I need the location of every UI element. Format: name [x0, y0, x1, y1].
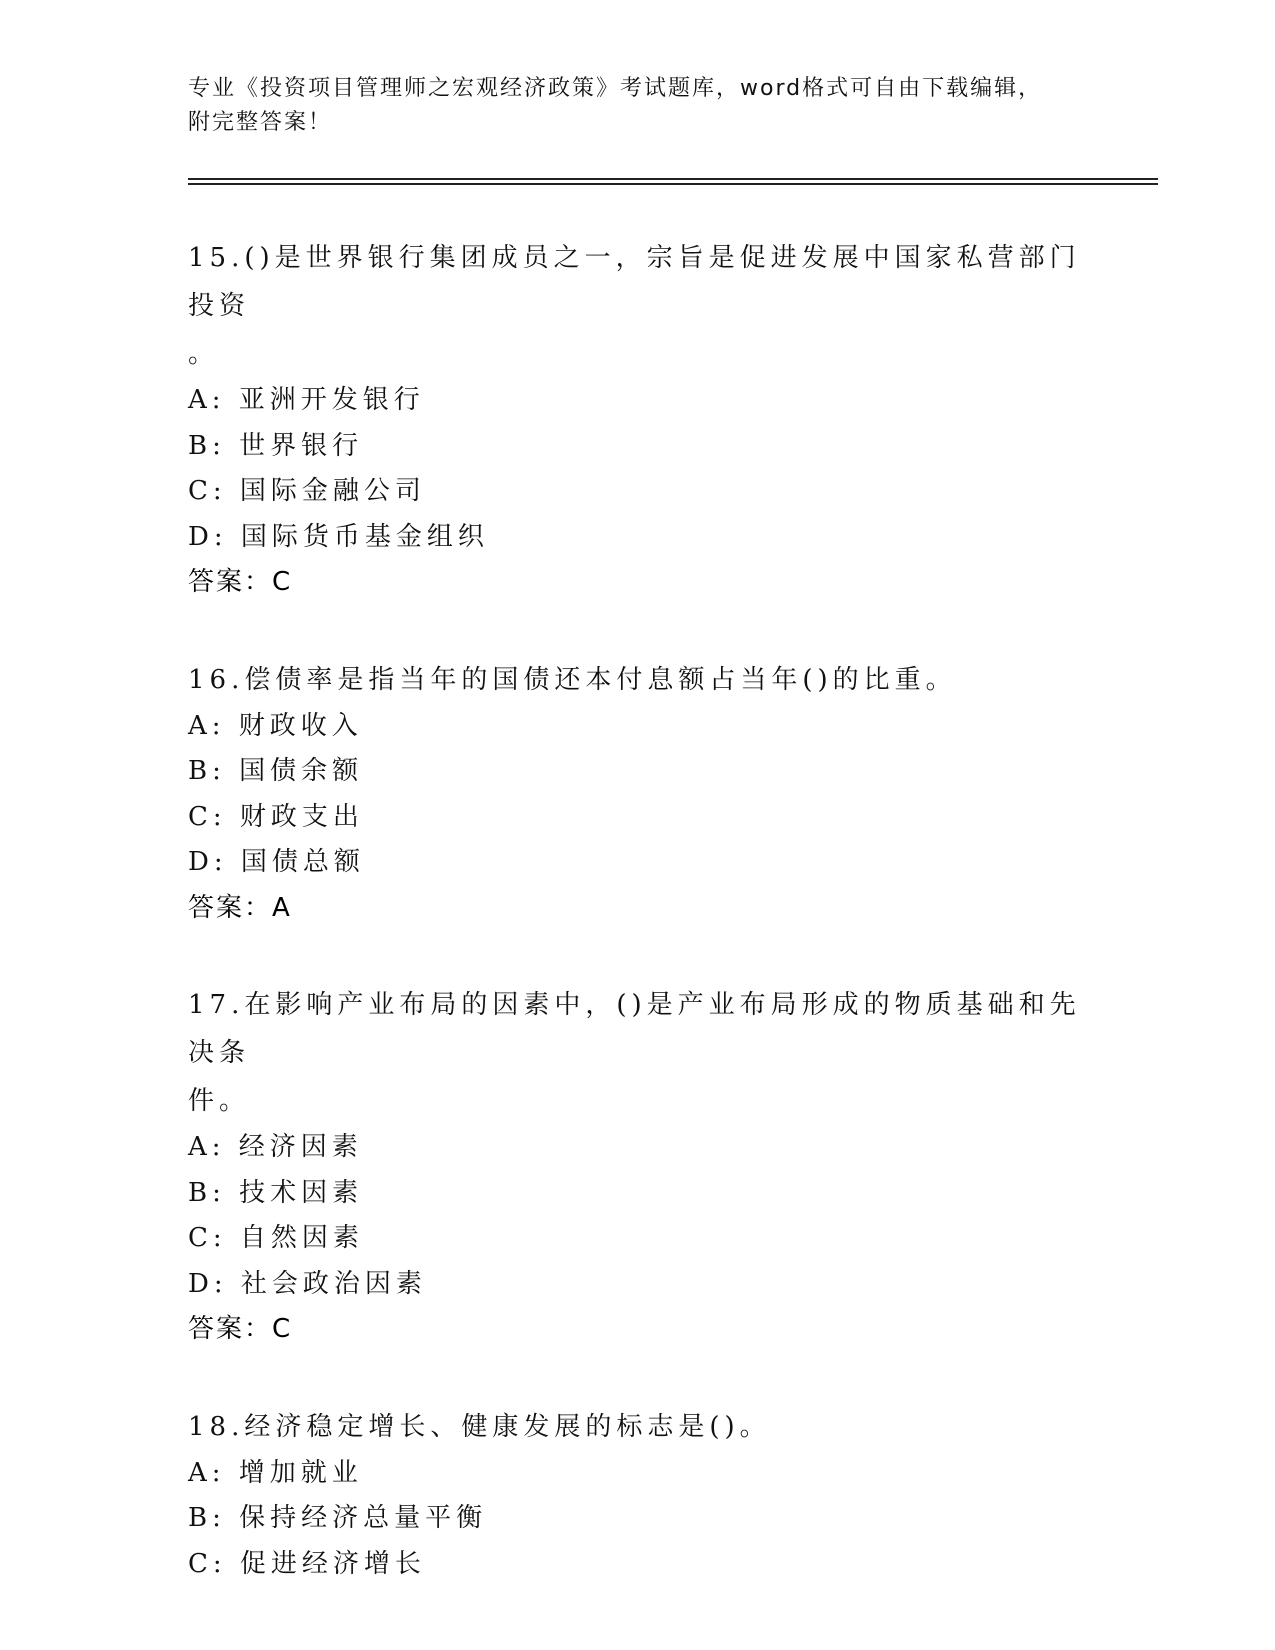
document-header: [188, 72, 1068, 140]
question-stem: 18.经济稳定增长、健康发展的标志是()。: [188, 1411, 771, 1442]
question-stem: 。: [188, 339, 220, 369]
question-stem: 件。: [188, 1086, 251, 1116]
answer-option: B: 国债余额: [188, 756, 364, 786]
answer-option: A: 经济因素: [188, 1132, 363, 1162]
answer-option: B: 技术因素: [188, 1177, 364, 1208]
question-block: [188, 656, 1088, 932]
answer-option: C: 国际金融公司: [188, 476, 426, 506]
answer-key: 答案：C: [188, 567, 293, 597]
answer-option: D: 社会政治因素: [188, 1268, 427, 1299]
answer-key: 答案：C: [188, 1314, 293, 1344]
header-line-1: 专业《投资项目管理师之宏观经济政策》考试题库，word格式可自由下载编辑，: [188, 76, 1043, 101]
answer-option: A: 增加就业: [188, 1457, 363, 1488]
answer-option: D: 国际货币基金组织: [188, 521, 489, 552]
answer-option: A: 亚洲开发银行: [188, 385, 425, 415]
question-block: [188, 234, 1088, 606]
answer-option: D: 国债总额: [188, 847, 365, 877]
answer-option: C: 促进经济增长: [188, 1548, 426, 1579]
answer-option: B: 世界银行: [188, 430, 364, 461]
question-stem: 15.()是世界银行集团成员之一，宗旨是促进发展中国家私营部门投资: [188, 243, 1081, 321]
header-divider-bottom: [188, 183, 1158, 185]
question-block: [188, 981, 1088, 1353]
answer-option: A: 财政收入: [188, 710, 363, 741]
answer-option: C: 自然因素: [188, 1223, 364, 1253]
header-line-2: 附完整答案！: [188, 110, 333, 135]
question-stem: 16.偿债率是指当年的国债还本付息额占当年()的比重。: [188, 664, 957, 695]
question-block: [188, 1403, 1088, 1588]
answer-option: B: 保持经济总量平衡: [188, 1503, 488, 1533]
question-stem: 17.在影响产业布局的因素中，()是产业布局形成的物质基础和先决条: [188, 990, 1081, 1068]
answer-key: 答案：A: [188, 892, 292, 923]
header-divider-top: [188, 178, 1158, 180]
question-list: [188, 234, 1088, 1637]
answer-option: C: 财政支出: [188, 801, 364, 832]
